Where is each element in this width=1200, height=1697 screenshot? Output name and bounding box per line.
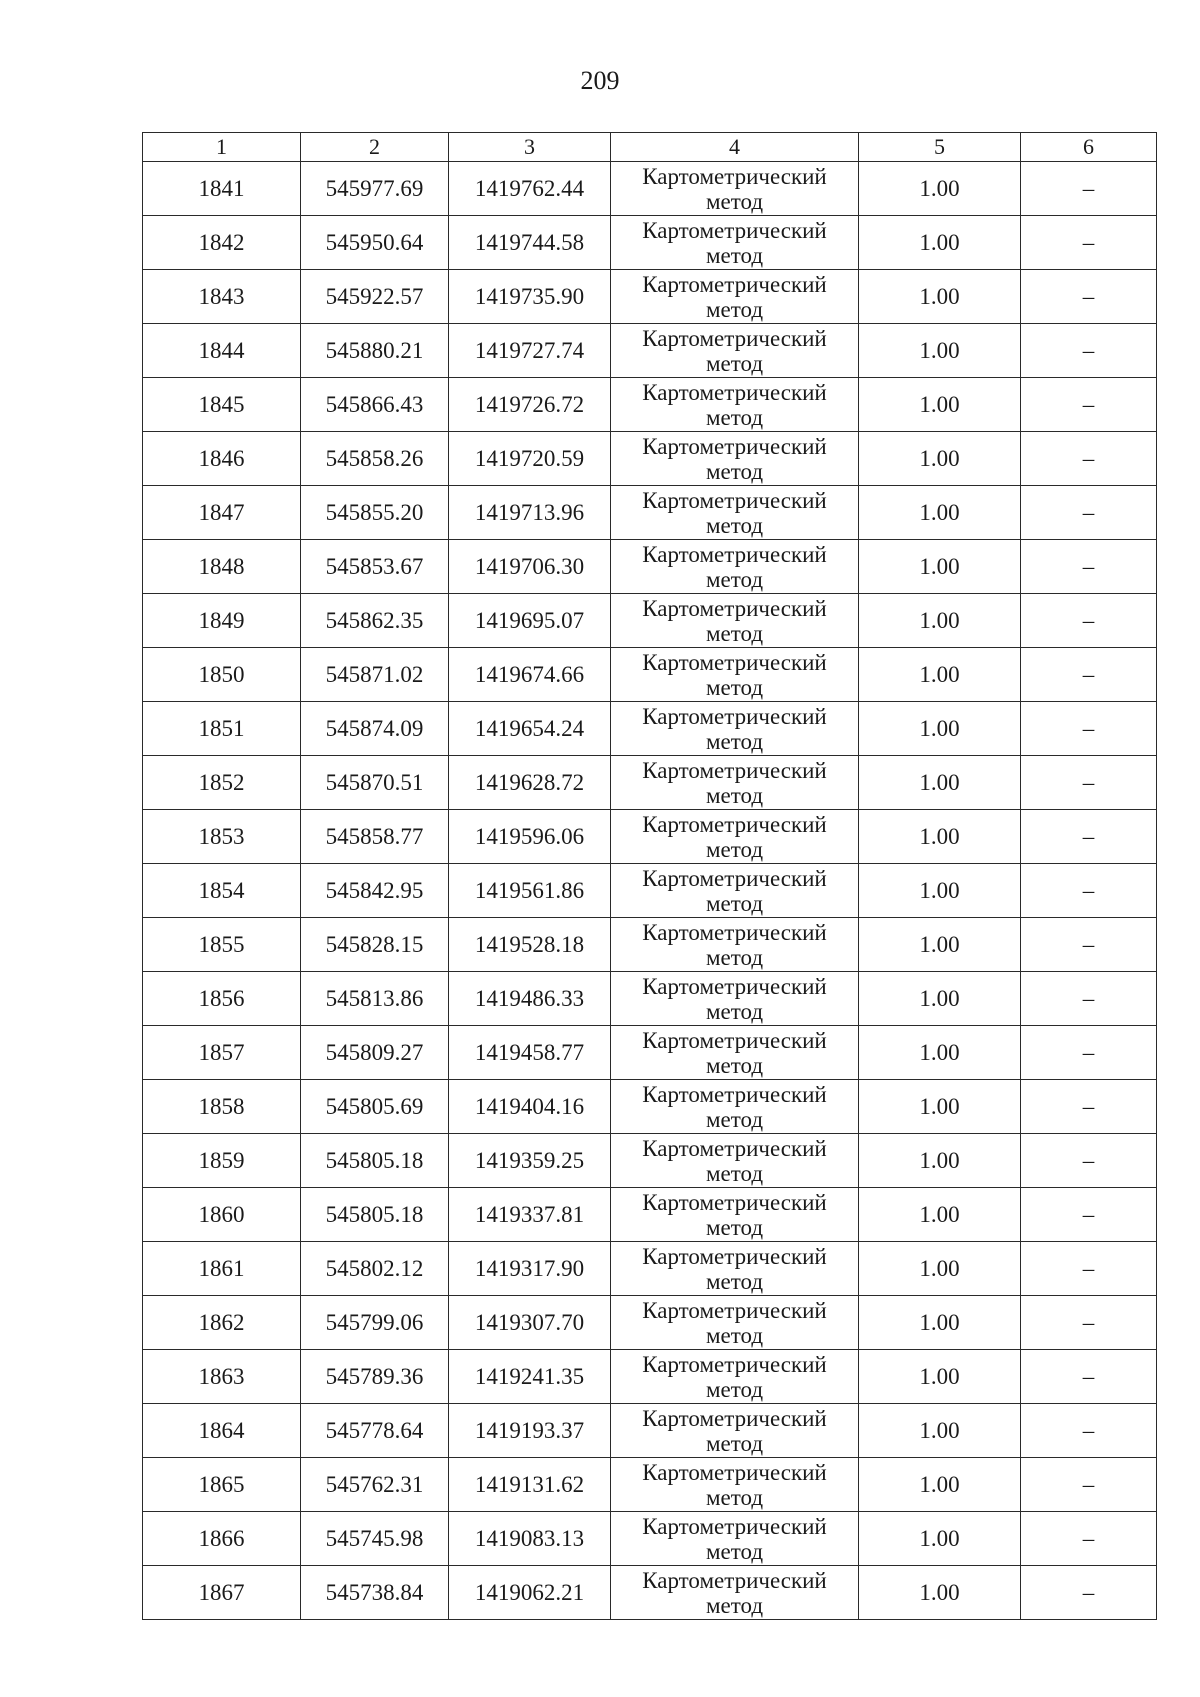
note-cell: – [1021,1026,1157,1080]
table-row [143,702,1157,756]
method-cell: Картометрический метод [611,1566,859,1620]
y-coordinate-cell: 1419337.81 [449,1188,611,1242]
method-cell: Картометрический метод [611,432,859,486]
point-number-cell: 1850 [143,648,301,702]
table-row [143,1512,1157,1566]
accuracy-cell: 1.00 [859,756,1021,810]
y-coordinate-cell: 1419062.21 [449,1566,611,1620]
note-cell: – [1021,648,1157,702]
method-cell: Картометрический метод [611,594,859,648]
point-number-cell: 1849 [143,594,301,648]
x-coordinate-cell: 545813.86 [301,972,449,1026]
accuracy-cell: 1.00 [859,1026,1021,1080]
point-number-cell: 1857 [143,1026,301,1080]
table-row [143,1296,1157,1350]
table-header [143,133,1157,162]
note-cell: – [1021,162,1157,216]
accuracy-cell: 1.00 [859,648,1021,702]
x-coordinate-cell: 545828.15 [301,918,449,972]
note-cell: – [1021,1404,1157,1458]
table-row [143,1134,1157,1188]
point-number-cell: 1858 [143,1080,301,1134]
point-number-cell: 1847 [143,486,301,540]
method-cell: Картометрический метод [611,972,859,1026]
table-row [143,378,1157,432]
method-cell: Картометрический метод [611,216,859,270]
accuracy-cell: 1.00 [859,1134,1021,1188]
column-header-1: 1 [143,133,301,162]
point-number-cell: 1841 [143,162,301,216]
x-coordinate-cell: 545853.67 [301,540,449,594]
accuracy-cell: 1.00 [859,1296,1021,1350]
x-coordinate-cell: 545855.20 [301,486,449,540]
y-coordinate-cell: 1419193.37 [449,1404,611,1458]
table-row [143,216,1157,270]
point-number-cell: 1844 [143,324,301,378]
y-coordinate-cell: 1419706.30 [449,540,611,594]
point-number-cell: 1855 [143,918,301,972]
x-coordinate-cell: 545789.36 [301,1350,449,1404]
method-cell: Картометрический метод [611,918,859,972]
y-coordinate-cell: 1419713.96 [449,486,611,540]
table-row [143,594,1157,648]
x-coordinate-cell: 545778.64 [301,1404,449,1458]
table-row [143,324,1157,378]
table-row [143,432,1157,486]
accuracy-cell: 1.00 [859,594,1021,648]
point-number-cell: 1854 [143,864,301,918]
accuracy-cell: 1.00 [859,216,1021,270]
method-cell: Картометрический метод [611,540,859,594]
note-cell: – [1021,324,1157,378]
x-coordinate-cell: 545802.12 [301,1242,449,1296]
method-cell: Картометрический метод [611,486,859,540]
method-cell: Картометрический метод [611,270,859,324]
note-cell: – [1021,1512,1157,1566]
y-coordinate-cell: 1419596.06 [449,810,611,864]
method-cell: Картометрический метод [611,162,859,216]
method-cell: Картометрический метод [611,1404,859,1458]
note-cell: – [1021,1296,1157,1350]
point-number-cell: 1866 [143,1512,301,1566]
note-cell: – [1021,702,1157,756]
point-number-cell: 1863 [143,1350,301,1404]
point-number-cell: 1853 [143,810,301,864]
x-coordinate-cell: 545842.95 [301,864,449,918]
note-cell: – [1021,540,1157,594]
x-coordinate-cell: 545805.69 [301,1080,449,1134]
x-coordinate-cell: 545922.57 [301,270,449,324]
note-cell: – [1021,594,1157,648]
note-cell: – [1021,1188,1157,1242]
x-coordinate-cell: 545880.21 [301,324,449,378]
table-row [143,810,1157,864]
y-coordinate-cell: 1419486.33 [449,972,611,1026]
method-cell: Картометрический метод [611,1458,859,1512]
method-cell: Картометрический метод [611,1080,859,1134]
method-cell: Картометрический метод [611,648,859,702]
accuracy-cell: 1.00 [859,702,1021,756]
accuracy-cell: 1.00 [859,1080,1021,1134]
table-row [143,1458,1157,1512]
table-row [143,1026,1157,1080]
x-coordinate-cell: 545738.84 [301,1566,449,1620]
table-row [143,1242,1157,1296]
x-coordinate-cell: 545805.18 [301,1134,449,1188]
accuracy-cell: 1.00 [859,324,1021,378]
note-cell: – [1021,270,1157,324]
accuracy-cell: 1.00 [859,1242,1021,1296]
x-coordinate-cell: 545805.18 [301,1188,449,1242]
x-coordinate-cell: 545858.77 [301,810,449,864]
x-coordinate-cell: 545870.51 [301,756,449,810]
table-row [143,540,1157,594]
accuracy-cell: 1.00 [859,918,1021,972]
accuracy-cell: 1.00 [859,378,1021,432]
y-coordinate-cell: 1419131.62 [449,1458,611,1512]
accuracy-cell: 1.00 [859,1188,1021,1242]
method-cell: Картометрический метод [611,756,859,810]
accuracy-cell: 1.00 [859,864,1021,918]
accuracy-cell: 1.00 [859,432,1021,486]
point-number-cell: 1843 [143,270,301,324]
note-cell: – [1021,918,1157,972]
x-coordinate-cell: 545858.26 [301,432,449,486]
table-row [143,1188,1157,1242]
point-number-cell: 1867 [143,1566,301,1620]
table-row [143,756,1157,810]
y-coordinate-cell: 1419359.25 [449,1134,611,1188]
note-cell: – [1021,756,1157,810]
coordinates-table [142,132,1157,1620]
y-coordinate-cell: 1419674.66 [449,648,611,702]
y-coordinate-cell: 1419727.74 [449,324,611,378]
y-coordinate-cell: 1419695.07 [449,594,611,648]
point-number-cell: 1856 [143,972,301,1026]
note-cell: – [1021,864,1157,918]
accuracy-cell: 1.00 [859,1350,1021,1404]
method-cell: Картометрический метод [611,1512,859,1566]
page-number: 209 [580,66,620,95]
x-coordinate-cell: 545809.27 [301,1026,449,1080]
note-cell: – [1021,378,1157,432]
point-number-cell: 1846 [143,432,301,486]
accuracy-cell: 1.00 [859,1404,1021,1458]
method-cell: Картометрический метод [611,324,859,378]
point-number-cell: 1845 [143,378,301,432]
table-row [143,270,1157,324]
accuracy-cell: 1.00 [859,1512,1021,1566]
column-header-6: 6 [1021,133,1157,162]
note-cell: – [1021,216,1157,270]
y-coordinate-cell: 1419458.77 [449,1026,611,1080]
accuracy-cell: 1.00 [859,810,1021,864]
method-cell: Картометрический метод [611,864,859,918]
x-coordinate-cell: 545874.09 [301,702,449,756]
method-cell: Картометрический метод [611,810,859,864]
note-cell: – [1021,432,1157,486]
accuracy-cell: 1.00 [859,540,1021,594]
table-row [143,918,1157,972]
point-number-cell: 1852 [143,756,301,810]
column-header-3: 3 [449,133,611,162]
table-row [143,1350,1157,1404]
y-coordinate-cell: 1419735.90 [449,270,611,324]
accuracy-cell: 1.00 [859,486,1021,540]
y-coordinate-cell: 1419628.72 [449,756,611,810]
y-coordinate-cell: 1419561.86 [449,864,611,918]
note-cell: – [1021,810,1157,864]
point-number-cell: 1860 [143,1188,301,1242]
point-number-cell: 1865 [143,1458,301,1512]
table-row [143,1404,1157,1458]
y-coordinate-cell: 1419528.18 [449,918,611,972]
point-number-cell: 1861 [143,1242,301,1296]
y-coordinate-cell: 1419726.72 [449,378,611,432]
table-row [143,648,1157,702]
x-coordinate-cell: 545977.69 [301,162,449,216]
note-cell: – [1021,1350,1157,1404]
point-number-cell: 1848 [143,540,301,594]
method-cell: Картометрический метод [611,702,859,756]
table-row [143,972,1157,1026]
point-number-cell: 1864 [143,1404,301,1458]
y-coordinate-cell: 1419654.24 [449,702,611,756]
note-cell: – [1021,1134,1157,1188]
table-body [143,162,1157,1620]
x-coordinate-cell: 545950.64 [301,216,449,270]
point-number-cell: 1859 [143,1134,301,1188]
method-cell: Картометрический метод [611,1188,859,1242]
point-number-cell: 1862 [143,1296,301,1350]
table-row [143,864,1157,918]
note-cell: – [1021,1566,1157,1620]
y-coordinate-cell: 1419307.70 [449,1296,611,1350]
x-coordinate-cell: 545762.31 [301,1458,449,1512]
y-coordinate-cell: 1419762.44 [449,162,611,216]
x-coordinate-cell: 545745.98 [301,1512,449,1566]
x-coordinate-cell: 545799.06 [301,1296,449,1350]
note-cell: – [1021,1242,1157,1296]
accuracy-cell: 1.00 [859,162,1021,216]
y-coordinate-cell: 1419744.58 [449,216,611,270]
y-coordinate-cell: 1419241.35 [449,1350,611,1404]
y-coordinate-cell: 1419720.59 [449,432,611,486]
x-coordinate-cell: 545871.02 [301,648,449,702]
x-coordinate-cell: 545862.35 [301,594,449,648]
table-row [143,162,1157,216]
point-number-cell: 1851 [143,702,301,756]
method-cell: Картометрический метод [611,378,859,432]
y-coordinate-cell: 1419404.16 [449,1080,611,1134]
accuracy-cell: 1.00 [859,1458,1021,1512]
y-coordinate-cell: 1419083.13 [449,1512,611,1566]
note-cell: – [1021,1080,1157,1134]
header-row [143,133,1157,162]
column-header-5: 5 [859,133,1021,162]
column-header-4: 4 [611,133,859,162]
table-row [143,1566,1157,1620]
method-cell: Картометрический метод [611,1026,859,1080]
table-row [143,1080,1157,1134]
x-coordinate-cell: 545866.43 [301,378,449,432]
method-cell: Картометрический метод [611,1296,859,1350]
method-cell: Картометрический метод [611,1242,859,1296]
note-cell: – [1021,972,1157,1026]
note-cell: – [1021,1458,1157,1512]
point-number-cell: 1842 [143,216,301,270]
accuracy-cell: 1.00 [859,972,1021,1026]
method-cell: Картометрический метод [611,1350,859,1404]
table-row [143,486,1157,540]
note-cell: – [1021,486,1157,540]
y-coordinate-cell: 1419317.90 [449,1242,611,1296]
accuracy-cell: 1.00 [859,1566,1021,1620]
accuracy-cell: 1.00 [859,270,1021,324]
method-cell: Картометрический метод [611,1134,859,1188]
column-header-2: 2 [301,133,449,162]
